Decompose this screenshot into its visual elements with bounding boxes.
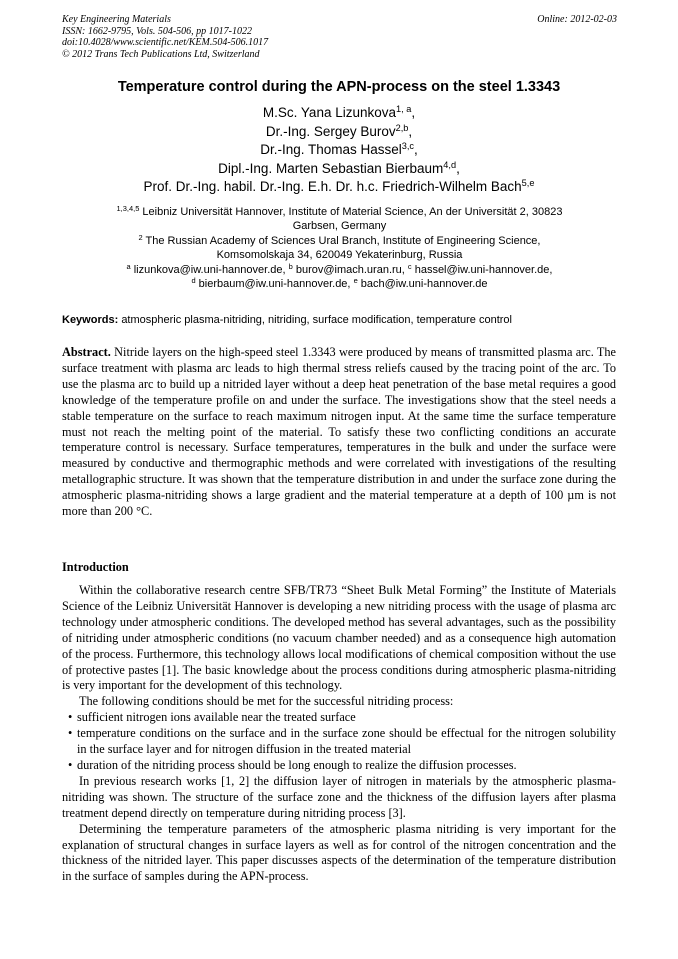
paragraph: The following conditions should be met for the successful nitriding process: [79,694,454,709]
author-list [40,104,638,197]
affiliation-2: $^2$ The Russian Academy of Sciences Ural Branch, Institute of Engineering Science, [138,232,541,247]
list-item: • temperature conditions on the surface and in the surface zone should be effectual for the nitrogen solubility in the surface layer and for nitrogen diffusion in the treated material [68,726,616,757]
affiliation-1: $^{1,3,4,5}$ Leibniz Universität Hannover, Institute of Material Science, An der Universität 2, 30823 [116,203,563,218]
journal-name: Key Engineering Materials [62,14,171,25]
author: Dipl.-Ing. Marten Sebastian Bierbaum$^{4,d}$, [218,159,460,176]
doi-line: doi:10.4028/www.scientific.net/KEM.504-506.1017 [62,37,269,48]
email-link[interactable]: bierbaum@iw.uni-hannover.de, [198,278,351,291]
keywords [62,314,622,326]
keywords-label: Keywords: [62,314,119,326]
affiliation-1-cont: Garbsen, Germany [292,220,387,233]
section-heading: Introduction [62,560,129,574]
author: M.Sc. Yana Lizunkova$^{1, a}$, [262,103,416,120]
email-line-2: $^d$ bierbaum@iw.uni-hannover.de, $^e$ bach@iw.uni-hannover.de [191,275,488,291]
paper-title: Temperature control during the APN-process on the steel 1.3343 [117,79,561,95]
email-link[interactable]: lizunkova@iw.uni-hannover.de, [133,263,286,276]
abstract-label: Abstract. [62,345,111,359]
affiliations [62,205,617,291]
bullet-icon: • [68,757,73,772]
bullet-icon: • [68,710,73,725]
paragraph: Within the collaborative research centre SFB/TR73 “Sheet Bulk Metal Forming” the Institute of Materials Science of the Leibniz Universität Hannover is developing a new nitriding process with the usage of plasma arc technology under atmospheric conditions. The developed method has several advantages, such as the possibility of nitriding under atmospheric conditions (no vacuum chamber needed) and as a consequence high automation of the process. Furthermore, this technology allows local modifications of chemical composition without the use of protective pastes [1]. The basic knowledge about the process conditions during atmospheric plasma-nitriding is very important for the development of this technology. [62,583,616,693]
copyright-line: © 2012 Trans Tech Publications Ltd, Switzerland [62,48,260,60]
bullet-icon: • [68,726,73,741]
paragraph: Determining the temperature parameters of the atmospheric plasma nitriding is very important for the explanation of structural changes in surface layers as well as for control of the nitrogen concentration and the thickness of the nitrided layer. This paper discusses aspects of the determination of the temperature distribution in the surface of samples during the APN-process. [62,821,616,884]
issn-line: ISSN: 1662-9795, Vols. 504-506, pp 1017-1022 [62,25,252,37]
email-line-1: $^a$ lizunkova@iw.uni-hannover.de, $^b$ burov@imach.uran.ru, $^c$ hassel@iw.uni-hannover.de, [126,261,553,276]
online-date: Online: 2012-02-03 [537,14,617,25]
conditions-list [62,710,616,774]
paragraph: In previous research works [1, 2] the diffusion layer of nitrogen in materials by the atmospheric plasma-nitriding was shown. The structure of the surface zone and the thickness of the diffusion layers after plasma treatment depend directly on temperature during nitriding process [3]. [62,773,616,820]
affiliation-2-cont: Komsomolskaja 34, 620049 Yekaterinburg, Russia [216,249,463,262]
email-link[interactable]: hassel@iw.uni-hannover.de, [414,263,553,276]
introduction-body [62,583,616,885]
author: Dr.-Ing. Thomas Hassel$^{3,c}$, [260,141,418,158]
email-link[interactable]: burov@imach.uran.ru, [295,263,405,276]
keywords-text: atmospheric plasma-nitriding, nitriding, surface modification, temperature control [121,314,512,326]
list-item: • duration of the nitriding process should be long enough to realize the diffusion processes. [68,757,517,772]
author: Prof. Dr.-Ing. habil. Dr.-Ing. E.h. Dr. h.c. Friedrich-Wilhelm Bach$^{5,e}$ [143,178,535,195]
abstract-text: Nitride layers on the high-speed steel 1.3343 were produced by means of transmitted plasma arc. The surface treatment with plasma arc leads to high thermal stress reliefs caused by the tracing point of the arc. To use the plasma arc to build up a nitrided layer without a deep heat penetration of the base metal requires a good knowledge of the temperature profile on and under the surface. The investigations show that the steel needs a stable temperature on the surface to reach maximum nitrogen input. At the same time the surface temperature must not reach the melting point of the material. To satisfy these two conflicting conditions an accurate temperature control is necessary. Surface temperatures, temperatures in the bulk and under the surface were measured by conductive and thermographic methods and were correlated with investigations of the resulting metallographic structure. It was shown that the temperature distribution in and under the surface zone during the atmospheric plasma-nitriding shows a large gradient and the material temperature at a depth of 100 µm is not more than 200 °C. [62,345,617,519]
journal-header [62,14,617,60]
abstract [62,345,616,520]
email-link[interactable]: bach@iw.uni-hannover.de [360,278,488,291]
list-item: • sufficient nitrogen ions available near the treated surface [68,710,356,725]
author: Dr.-Ing. Sergey Burov$^{2,b}$, [265,122,413,139]
